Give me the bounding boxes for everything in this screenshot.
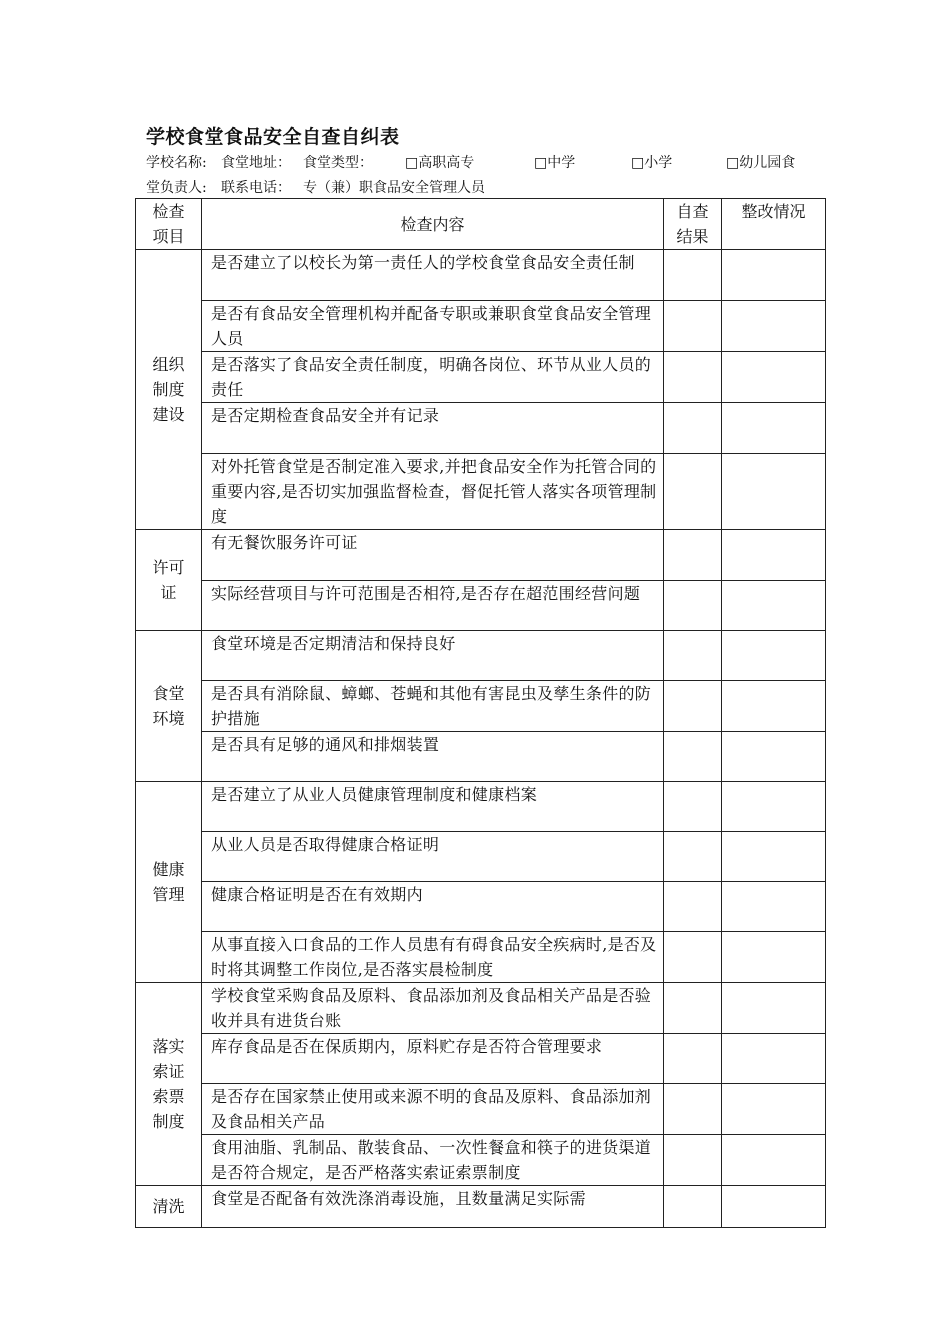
category-label-line: 制度 bbox=[152, 1112, 185, 1131]
self-check-result-cell[interactable] bbox=[664, 782, 722, 832]
type-option-kindergarten[interactable]: □幼儿园食 bbox=[726, 155, 796, 171]
category-label-line: 组织 bbox=[152, 355, 185, 374]
rectification-cell[interactable] bbox=[722, 352, 826, 403]
self-check-result-cell[interactable] bbox=[664, 1135, 722, 1186]
self-check-result-cell[interactable] bbox=[664, 832, 722, 882]
check-item-text: 实际经营项目与许可范围是否相符,是否存在超范围经营问题 bbox=[202, 581, 664, 631]
category-label-line: 清洗 bbox=[152, 1197, 185, 1216]
table-row bbox=[136, 832, 826, 882]
inspection-table bbox=[135, 198, 826, 1228]
category-label-line: 制度 bbox=[152, 380, 185, 399]
check-item-text: 从业人员是否取得健康合格证明 bbox=[202, 832, 664, 882]
check-item-text: 是否定期检查食品安全并有记录 bbox=[202, 403, 664, 454]
check-item-text: 是否建立了从业人员健康管理制度和健康档案 bbox=[202, 782, 664, 832]
rectification-cell[interactable] bbox=[722, 1034, 826, 1084]
category-cell bbox=[136, 250, 202, 530]
canteen-type-label: 食堂类型： bbox=[303, 155, 373, 171]
self-check-result-cell[interactable] bbox=[664, 581, 722, 631]
check-item-text: 是否存在国家禁止使用或来源不明的食品及原料、食品添加剂及食品相关产品 bbox=[202, 1084, 664, 1135]
table-row bbox=[136, 882, 826, 932]
form-title: 学校食堂食品安全自查自纠表 bbox=[146, 126, 400, 148]
rectification-cell[interactable] bbox=[722, 782, 826, 832]
header-category-line: 项目 bbox=[152, 227, 185, 246]
check-item-text: 健康合格证明是否在有效期内 bbox=[202, 882, 664, 932]
rectification-cell[interactable] bbox=[722, 250, 826, 301]
category-label-line: 落实 bbox=[152, 1037, 185, 1056]
inspection-table-body bbox=[136, 199, 826, 1228]
table-row bbox=[136, 681, 826, 732]
category-cell bbox=[136, 530, 202, 631]
rectification-cell[interactable] bbox=[722, 301, 826, 352]
self-check-result-cell[interactable] bbox=[664, 932, 722, 983]
self-check-result-cell[interactable] bbox=[664, 352, 722, 403]
check-item-text: 是否有食品安全管理机构并配备专职或兼职食堂食品安全管理人员 bbox=[202, 301, 664, 352]
table-row bbox=[136, 454, 826, 530]
table-row bbox=[136, 983, 826, 1034]
person-in-charge-label: 堂负责人: bbox=[146, 180, 207, 196]
rectification-cell[interactable] bbox=[722, 832, 826, 882]
rectification-cell[interactable] bbox=[722, 581, 826, 631]
category-cell bbox=[136, 1186, 202, 1228]
category-label-line: 管理 bbox=[152, 885, 185, 904]
self-check-result-cell[interactable] bbox=[664, 530, 722, 581]
self-check-result-cell[interactable] bbox=[664, 1186, 722, 1228]
check-item-text: 食用油脂、乳制品、散装食品、一次性餐盒和筷子的进货渠道是否符合规定，是否严格落实索证索票制度 bbox=[202, 1135, 664, 1186]
table-row bbox=[136, 530, 826, 581]
self-check-result-cell[interactable] bbox=[664, 732, 722, 782]
table-row bbox=[136, 1135, 826, 1186]
category-label-line: 健康 bbox=[152, 860, 185, 879]
table-row bbox=[136, 1034, 826, 1084]
table-row bbox=[136, 581, 826, 631]
check-item-text: 是否具有足够的通风和排烟装置 bbox=[202, 732, 664, 782]
check-item-text: 食堂环境是否定期清洁和保持良好 bbox=[202, 631, 664, 681]
category-cell bbox=[136, 631, 202, 782]
rectification-cell[interactable] bbox=[722, 932, 826, 983]
check-item-text: 是否落实了食品安全责任制度，明确各岗位、环节从业人员的责任 bbox=[202, 352, 664, 403]
safety-manager-label: 专（兼）职食品安全管理人员 bbox=[303, 180, 485, 196]
table-row bbox=[136, 732, 826, 782]
category-label-line: 许可 bbox=[152, 558, 185, 577]
rectification-cell[interactable] bbox=[722, 1084, 826, 1135]
category-label-line: 索票 bbox=[152, 1087, 185, 1106]
self-check-result-cell[interactable] bbox=[664, 631, 722, 681]
rectification-cell[interactable] bbox=[722, 631, 826, 681]
rectification-cell[interactable] bbox=[722, 530, 826, 581]
school-name-label: 学校名称: bbox=[146, 155, 207, 171]
self-check-result-cell[interactable] bbox=[664, 454, 722, 530]
category-cell bbox=[136, 983, 202, 1186]
check-item-text: 库存食品是否在保质期内，原料贮存是否符合管理要求 bbox=[202, 1034, 664, 1084]
table-row bbox=[136, 1084, 826, 1135]
category-label-line: 索证 bbox=[152, 1062, 185, 1081]
header-row bbox=[136, 199, 826, 250]
self-check-result-cell[interactable] bbox=[664, 403, 722, 454]
check-item-text: 对外托管食堂是否制定准入要求,并把食品安全作为托管合同的重要内容,是否切实加强监督检查，督促托管人落实各项管理制度 bbox=[202, 454, 664, 530]
rectification-cell[interactable] bbox=[722, 1135, 826, 1186]
self-check-result-cell[interactable] bbox=[664, 681, 722, 732]
type-option-primary-school[interactable]: □小学 bbox=[631, 155, 673, 171]
table-row bbox=[136, 1186, 826, 1228]
category-label-line: 环境 bbox=[152, 709, 185, 728]
table-row bbox=[136, 301, 826, 352]
rectification-cell[interactable] bbox=[722, 732, 826, 782]
header-result-line: 自查 bbox=[676, 202, 709, 221]
check-item-text: 有无餐饮服务许可证 bbox=[202, 530, 664, 581]
rectification-cell[interactable] bbox=[722, 1186, 826, 1228]
phone-label: 联系电话： bbox=[221, 180, 291, 196]
category-label-line: 建设 bbox=[152, 405, 185, 424]
self-check-result-cell[interactable] bbox=[664, 1034, 722, 1084]
table-row bbox=[136, 403, 826, 454]
self-check-result-cell[interactable] bbox=[664, 1084, 722, 1135]
table-row bbox=[136, 250, 826, 301]
check-item-text: 从事直接入口食品的工作人员患有有碍食品安全疾病时,是否及时将其调整工作岗位,是否落实晨检制度 bbox=[202, 932, 664, 983]
check-item-text: 食堂是否配备有效洗涤消毒设施，且数量满足实际需 bbox=[202, 1186, 664, 1228]
header-rectification: 整改情况 bbox=[722, 199, 826, 250]
check-item-text: 学校食堂采购食品及原料、食品添加剂及食品相关产品是否验收并具有进货台账 bbox=[202, 983, 664, 1034]
self-check-result-cell[interactable] bbox=[664, 301, 722, 352]
rectification-cell[interactable] bbox=[722, 983, 826, 1034]
table-row bbox=[136, 782, 826, 832]
header-content: 检查内容 bbox=[202, 199, 664, 250]
self-check-result-cell[interactable] bbox=[664, 882, 722, 932]
category-label-line: 食堂 bbox=[152, 684, 185, 703]
type-option-middle-school[interactable]: □中学 bbox=[534, 155, 576, 171]
self-check-result-cell[interactable] bbox=[664, 983, 722, 1034]
self-check-result-cell[interactable] bbox=[664, 250, 722, 301]
category-cell bbox=[136, 782, 202, 983]
table-row bbox=[136, 932, 826, 983]
header-category-line: 检查 bbox=[152, 202, 185, 221]
rectification-cell[interactable] bbox=[722, 454, 826, 530]
table-row bbox=[136, 352, 826, 403]
header-category bbox=[136, 199, 202, 250]
canteen-address-label: 食堂地址： bbox=[221, 155, 291, 171]
rectification-cell[interactable] bbox=[722, 403, 826, 454]
header-result bbox=[664, 199, 722, 250]
rectification-cell[interactable] bbox=[722, 882, 826, 932]
category-label-line: 证 bbox=[160, 583, 177, 602]
table-row bbox=[136, 631, 826, 681]
check-item-text: 是否建立了以校长为第一责任人的学校食堂食品安全责任制 bbox=[202, 250, 664, 301]
rectification-cell[interactable] bbox=[722, 681, 826, 732]
header-result-line: 结果 bbox=[676, 227, 709, 246]
check-item-text: 是否具有消除鼠、蟑螂、苍蝇和其他有害昆虫及孳生条件的防护措施 bbox=[202, 681, 664, 732]
type-option-vocational[interactable]: □高职高专 bbox=[405, 155, 475, 171]
